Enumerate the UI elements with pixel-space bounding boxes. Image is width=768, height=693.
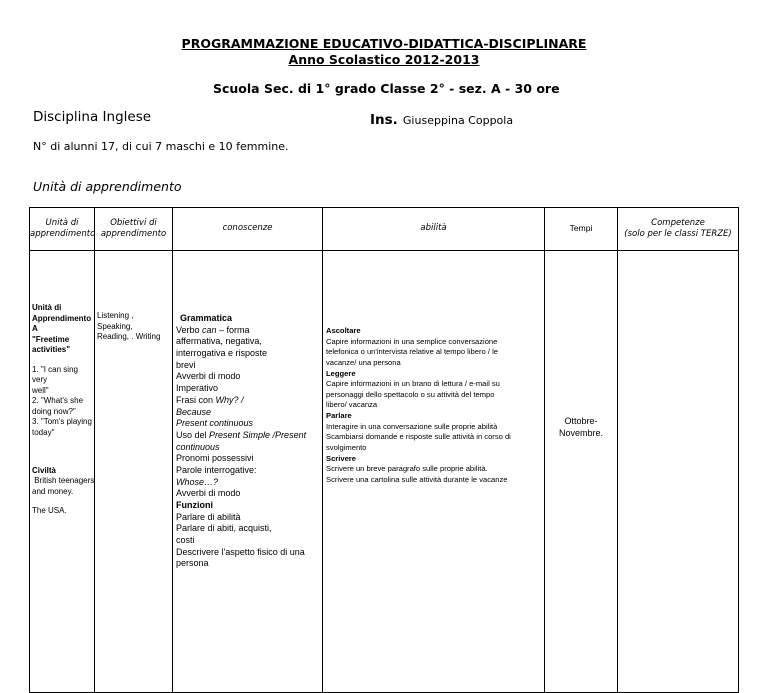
sub-unit: well" — [32, 385, 49, 395]
students-count: N° di alunni 17, di cui 7 maschi e 10 femmine. — [33, 140, 289, 153]
funzioni-heading: Funzioni — [176, 500, 213, 510]
civilta-item: The USA. — [32, 506, 67, 516]
conoscenze-text: Present continuous — [176, 418, 254, 429]
conoscenze-text: Uso del — [176, 429, 210, 440]
civilta-item: British teenagers — [32, 476, 95, 486]
conoscenze-text: Pronomi possessivi — [176, 453, 254, 464]
ascoltare-heading: Ascoltare — [326, 326, 361, 335]
table-header-row — [30, 208, 739, 251]
cell-conoscenze — [173, 251, 323, 693]
conoscenze-text: persona — [176, 558, 209, 569]
obiettivi-text: Listening , Speaking, — [97, 311, 134, 331]
teacher — [370, 109, 513, 128]
conoscenze-text: Descrivere l'aspetto fisico di una — [176, 546, 305, 557]
unita-title: Unità di — [32, 303, 62, 312]
sub-unit: 3. "Tom's playing — [32, 417, 92, 427]
civilta-heading: Civiltà — [32, 465, 57, 475]
tempi-text: Novembre. — [558, 427, 603, 438]
conoscenze-text: Parlare di abilità — [176, 511, 241, 522]
programme-table — [29, 207, 739, 693]
header-conoscenze: conoscenze — [173, 208, 323, 251]
conoscenze-text: Parlare di abiti, acquisti, — [176, 523, 272, 534]
conoscenze-text: costi — [176, 535, 195, 546]
section-title: Unità di apprendimento — [33, 179, 182, 194]
discipline: Disciplina Inglese — [33, 109, 152, 125]
header-abilita: abilità — [323, 208, 545, 251]
conoscenze-text: Why? / — [215, 394, 244, 405]
conoscenze-text: Avverbi di modo — [176, 488, 241, 499]
civilta-item: and money. — [32, 486, 74, 496]
school-class: Scuola Sec. di 1° grado Classe 2° - sez. A - 30 ore — [213, 81, 560, 96]
cell-tempi — [545, 251, 618, 693]
abilita-text: Capire informazioni in una semplice conversazione — [326, 336, 498, 346]
abilita-text: personaggi dello spettacolo o su attività del tempo — [326, 389, 495, 399]
cell-unita — [30, 251, 95, 693]
header-obiettivi: Obiettivi di apprendimento — [95, 208, 173, 251]
conoscenze-text: affermativa, negativa, — [176, 336, 262, 347]
header-tempi: Tempi — [545, 208, 618, 251]
cell-competenze — [618, 251, 739, 693]
conoscenze-text: Avverbi di modo — [176, 371, 241, 382]
abilita-text: svolgimento — [326, 442, 367, 452]
abilita-text: Capire informazioni in un brano di lettura / e-mail su — [326, 379, 500, 389]
conoscenze-text: Imperativo — [176, 383, 219, 394]
unita-title: activities" — [32, 345, 71, 355]
cell-abilita — [323, 251, 545, 693]
scrivere-heading: Scrivere — [326, 453, 356, 463]
teacher-label: Ins. — [370, 112, 398, 128]
conoscenze-text: Parole interrogative: — [176, 464, 257, 475]
document-title: PROGRAMMAZIONE EDUCATIVO-DIDATTICA-DISCIPLINARE — [181, 36, 587, 51]
parlare-heading: Parlare — [326, 411, 352, 420]
conoscenze-text: continuous — [176, 441, 220, 452]
sub-unit: 1. "I can sing very — [32, 364, 78, 385]
unita-title: "Freetime — [32, 334, 70, 344]
conoscenze-text: Frasi con — [176, 394, 216, 405]
sub-unit: doing now?" — [32, 406, 76, 416]
abilita-text: Scambiarsi domande e risposte sulle attività in corso di — [326, 432, 511, 442]
header-competenze-title: Competenze — [651, 217, 705, 228]
header-competenze — [618, 208, 739, 251]
conoscenze-text: can — [202, 324, 217, 335]
cell-obiettivi — [95, 251, 173, 693]
teacher-name: Giuseppina Coppola — [402, 114, 514, 127]
abilita-text: Interagire in una conversazione sulle proprie abilità — [326, 421, 498, 431]
grammatica-heading: Grammatica — [180, 313, 233, 323]
school-year: Anno Scolastico 2012-2013 — [288, 52, 480, 67]
abilita-text: libero/ vacanza — [326, 400, 378, 410]
abilita-text: telefonica o un'intervista relative al tempo libero / le — [326, 347, 498, 357]
conoscenze-text: Present Simple /Present — [209, 429, 307, 440]
conoscenze-text: Verbo — [176, 324, 203, 335]
header-unita: Unità di apprendimento — [30, 208, 95, 251]
conoscenze-text: Whose…? — [176, 476, 219, 487]
sub-unit: 2. "What's she — [32, 396, 84, 406]
conoscenze-text: brevi — [176, 359, 196, 370]
unita-title: Apprendimento A — [32, 313, 92, 334]
conoscenze-text: – forma — [216, 324, 250, 335]
header-competenze-note: (solo per le classi TERZE) — [624, 229, 732, 239]
table-row — [30, 251, 739, 693]
conoscenze-text: Because — [176, 406, 212, 417]
obiettivi-text: Reading, . Writing — [97, 332, 161, 342]
leggere-heading: Leggere — [326, 368, 356, 378]
conoscenze-text: interrogativa e risposte — [176, 348, 268, 359]
abilita-text: Scrivere un breve paragrafo sulle proprie abilità. — [326, 464, 488, 474]
abilita-text: Scrivere una cartolina sulle attività durante le vacanze — [326, 474, 508, 484]
sub-unit: today" — [32, 428, 55, 438]
abilita-text: vacanze/ una persona — [326, 357, 401, 367]
tempi-text: Ottobre- — [564, 416, 598, 426]
